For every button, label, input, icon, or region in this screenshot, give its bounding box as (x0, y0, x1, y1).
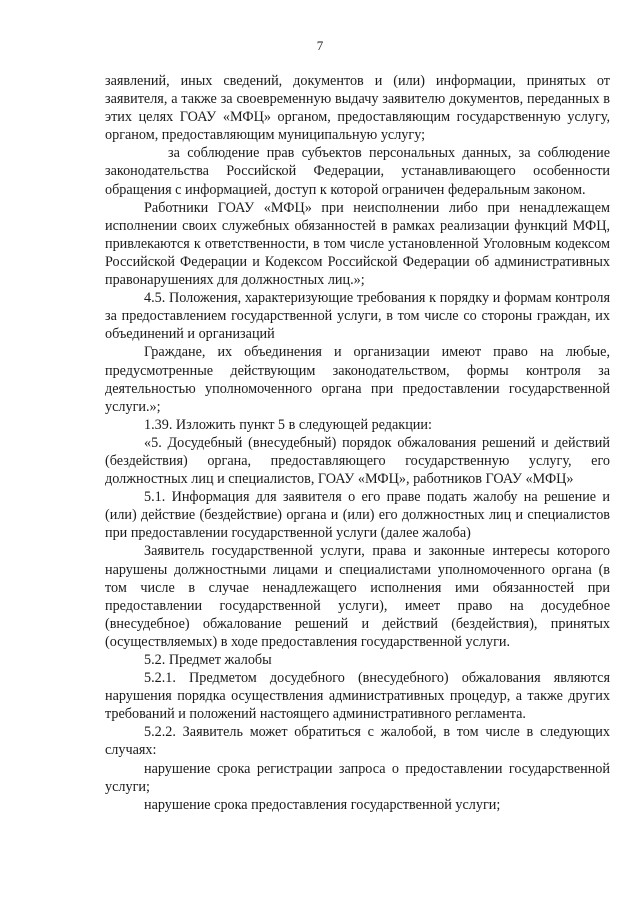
list-item-provision-deadline: нарушение срока предоставления государственной услуги; (144, 796, 501, 813)
paragraph-section-5-2-1: 5.2.1. Предметом досудебного (внесудебного) обжалования являются нарушения порядка осуществления административных процедур, а также других требований и положений настоящего административного регламента. (105, 670, 610, 723)
paragraph-mfc-employees: Работники ГОАУ «МФЦ» при неисполнении либо при ненадлежащем исполнении своих служебных обязанностей в рамках реализации функций МФЦ, привлекаются к ответственности, в том числе установленной Уголовным кодексом Российской Федерации и Кодексом Российской Федерации об административных правонарушениях для должностных лиц.»; (105, 199, 610, 289)
paragraph-section-4-5: 4.5. Положения, характеризующие требования к порядку и формам контроля за предоставлением государственной услуги, в том числе со стороны граждан, их объединений и организаций (105, 290, 610, 343)
paragraph-item-1-39: 1.39. Изложить пункт 5 в следующей редакции: (144, 416, 432, 433)
paragraph-citizens-control: Граждане, их объединения и организации имеют право на любые, предусмотренные действующим законодательством, формы контроля за деятельностью уполномоченного органа при предоставлении государственной услуги.»; (105, 344, 610, 415)
paragraph-applicant-rights: Заявитель государственной услуги, права и законные интересы которого нарушены должностными лицами и специалистами уполномоченного органа (в том числе в случае ненадлежащего исполнения ими обязанностей при предоставлении государственной услуги), имеет право на досудебное (внесудебное) обжалование решений и действий (бездействия), принятых (осуществляемых) в ходе предоставления государственной услуги. (105, 543, 610, 650)
page-number: 7 (316, 38, 324, 53)
paragraph-section-5-2: 5.2. Предмет жалобы (144, 652, 272, 668)
paragraph-section-5-2-2: 5.2.2. Заявитель может обратиться с жалобой, в том числе в следующих случаях: (105, 724, 610, 759)
paragraph-section-5-1: 5.1. Информация для заявителя о его праве подать жалобу на решение и (или) действие (бездействие) органа и (или) его должностных лиц и специалистов при предоставлении государственной услуги (далее жалоба) (105, 489, 610, 542)
paragraph-personal-data: за соблюдение прав субъектов персональных данных, за соблюдение законодательства Российской Федерации, устанавливающего особенности обращения с информацией, доступ к которой ограничен федеральным законом. (105, 145, 610, 198)
document-body (105, 72, 610, 814)
list-item-registration-deadline: нарушение срока регистрации запроса о предоставлении государственной услуги; (105, 760, 610, 795)
paragraph-section-5-title: «5. Досудебный (внесудебный) порядок обжалования решений и действий (бездействия) органа, предоставляющего государственную услугу, его должностных лиц и специалистов, ГОАУ «МФЦ», работников ГОАУ «МФЦ» (105, 434, 610, 488)
paragraph-responsibility-documents: заявлений, иных сведений, документов и (или) информации, принятых от заявителя, а также за своевременную выдачу заявителю документов, переданных в этих целях ГОАУ «МФЦ» органом, предоставляющим государственную услугу, органом, предоставляющим муниципальную услугу; (105, 73, 610, 144)
